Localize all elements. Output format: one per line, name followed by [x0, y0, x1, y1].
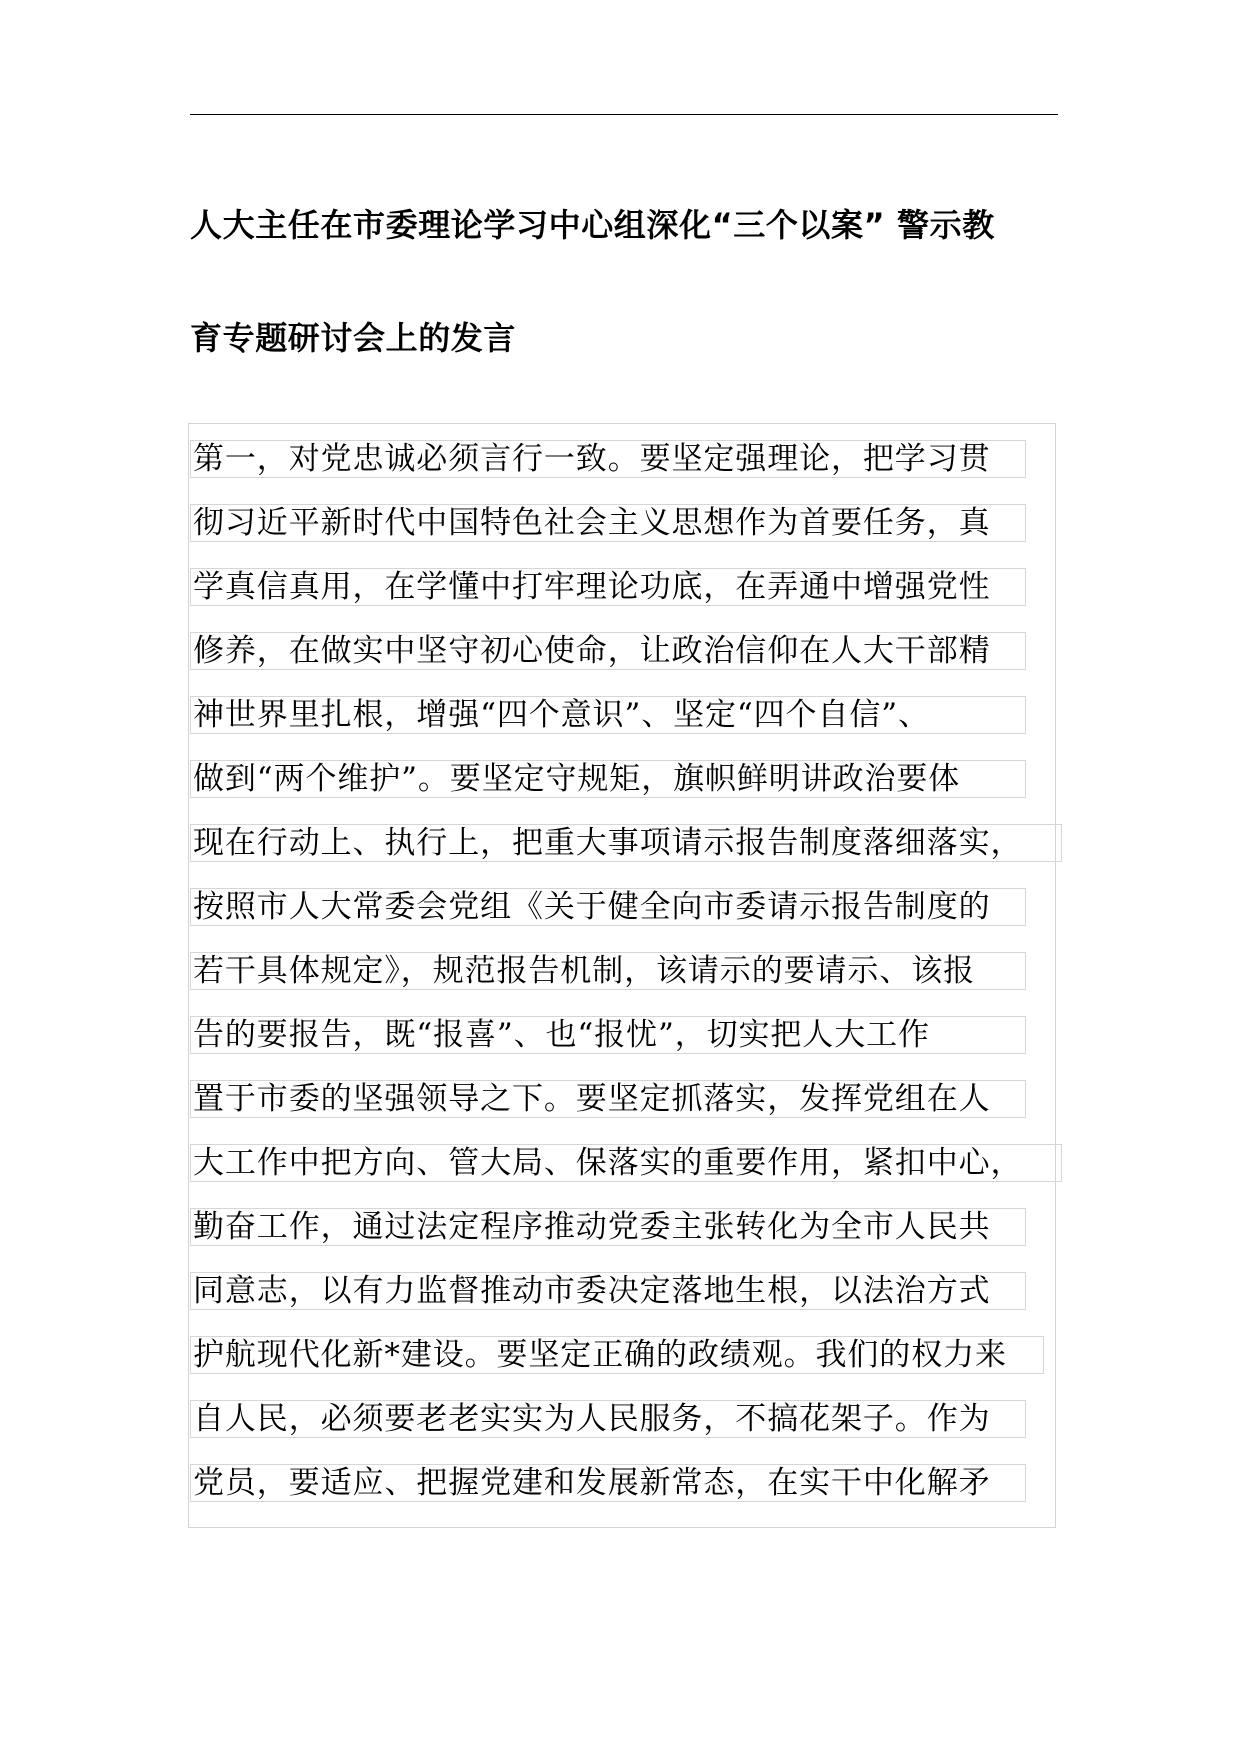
body-line-10: 告的要报告，既“报喜”、也“报忧”，切实把人大工作: [190, 1016, 1026, 1054]
body-line-2: 彻习近平新时代中国特色社会主义思想作为首要任务，真: [190, 504, 1026, 542]
body-line-8: 按照市人大常委会党组《关于健全向市委请示报告制度的: [190, 888, 1026, 926]
body-line-9: 若干具体规定》，规范报告机制，该请示的要请示、该报: [190, 952, 1026, 990]
body-line-12: 大工作中把方向、管大局、保落实的重要作用，紧扣中心，: [190, 1144, 1062, 1182]
body-line-6: 做到“两个维护”。要坚定守规矩，旗帜鲜明讲政治要体: [190, 760, 1026, 798]
body-line-14: 同意志，以有力监督推动市委决定落地生根，以法治方式: [190, 1272, 1026, 1310]
top-rule: [190, 114, 1058, 115]
body-line-11: 置于市委的坚强领导之下。要坚定抓落实，发挥党组在人: [190, 1080, 1026, 1118]
body-line-5: 神世界里扎根，增强“四个意识”、坚定“四个自信”、: [190, 696, 1026, 734]
body-line-4: 修养，在做实中坚守初心使命，让政治信仰在人大干部精: [190, 632, 1026, 670]
body-line-16: 自人民，必须要老老实实为人民服务，不搞花架子。作为: [190, 1400, 1026, 1438]
body-line-17: 党员，要适应、把握党建和发展新常态，在实干中化解矛: [190, 1464, 1026, 1502]
body-line-3: 学真信真用，在学懂中打牢理论功底，在弄通中增强党性: [190, 568, 1026, 606]
body-line-7: 现在行动上、执行上，把重大事项请示报告制度落细落实，: [190, 824, 1062, 862]
page-title-line-1: 人大主任在市委理论学习中心组深化“三个以案” 警示教: [190, 206, 995, 244]
body-line-15: 护航现代化新*建设。要坚定正确的政绩观。我们的权力来: [190, 1336, 1044, 1374]
body-line-13: 勤奋工作，通过法定程序推动党委主张转化为全市人民共: [190, 1208, 1026, 1246]
page-title-line-2: 育专题研讨会上的发言: [190, 319, 517, 357]
body-line-1: 第一，对党忠诚必须言行一致。要坚定强理论，把学习贯: [190, 440, 1026, 478]
